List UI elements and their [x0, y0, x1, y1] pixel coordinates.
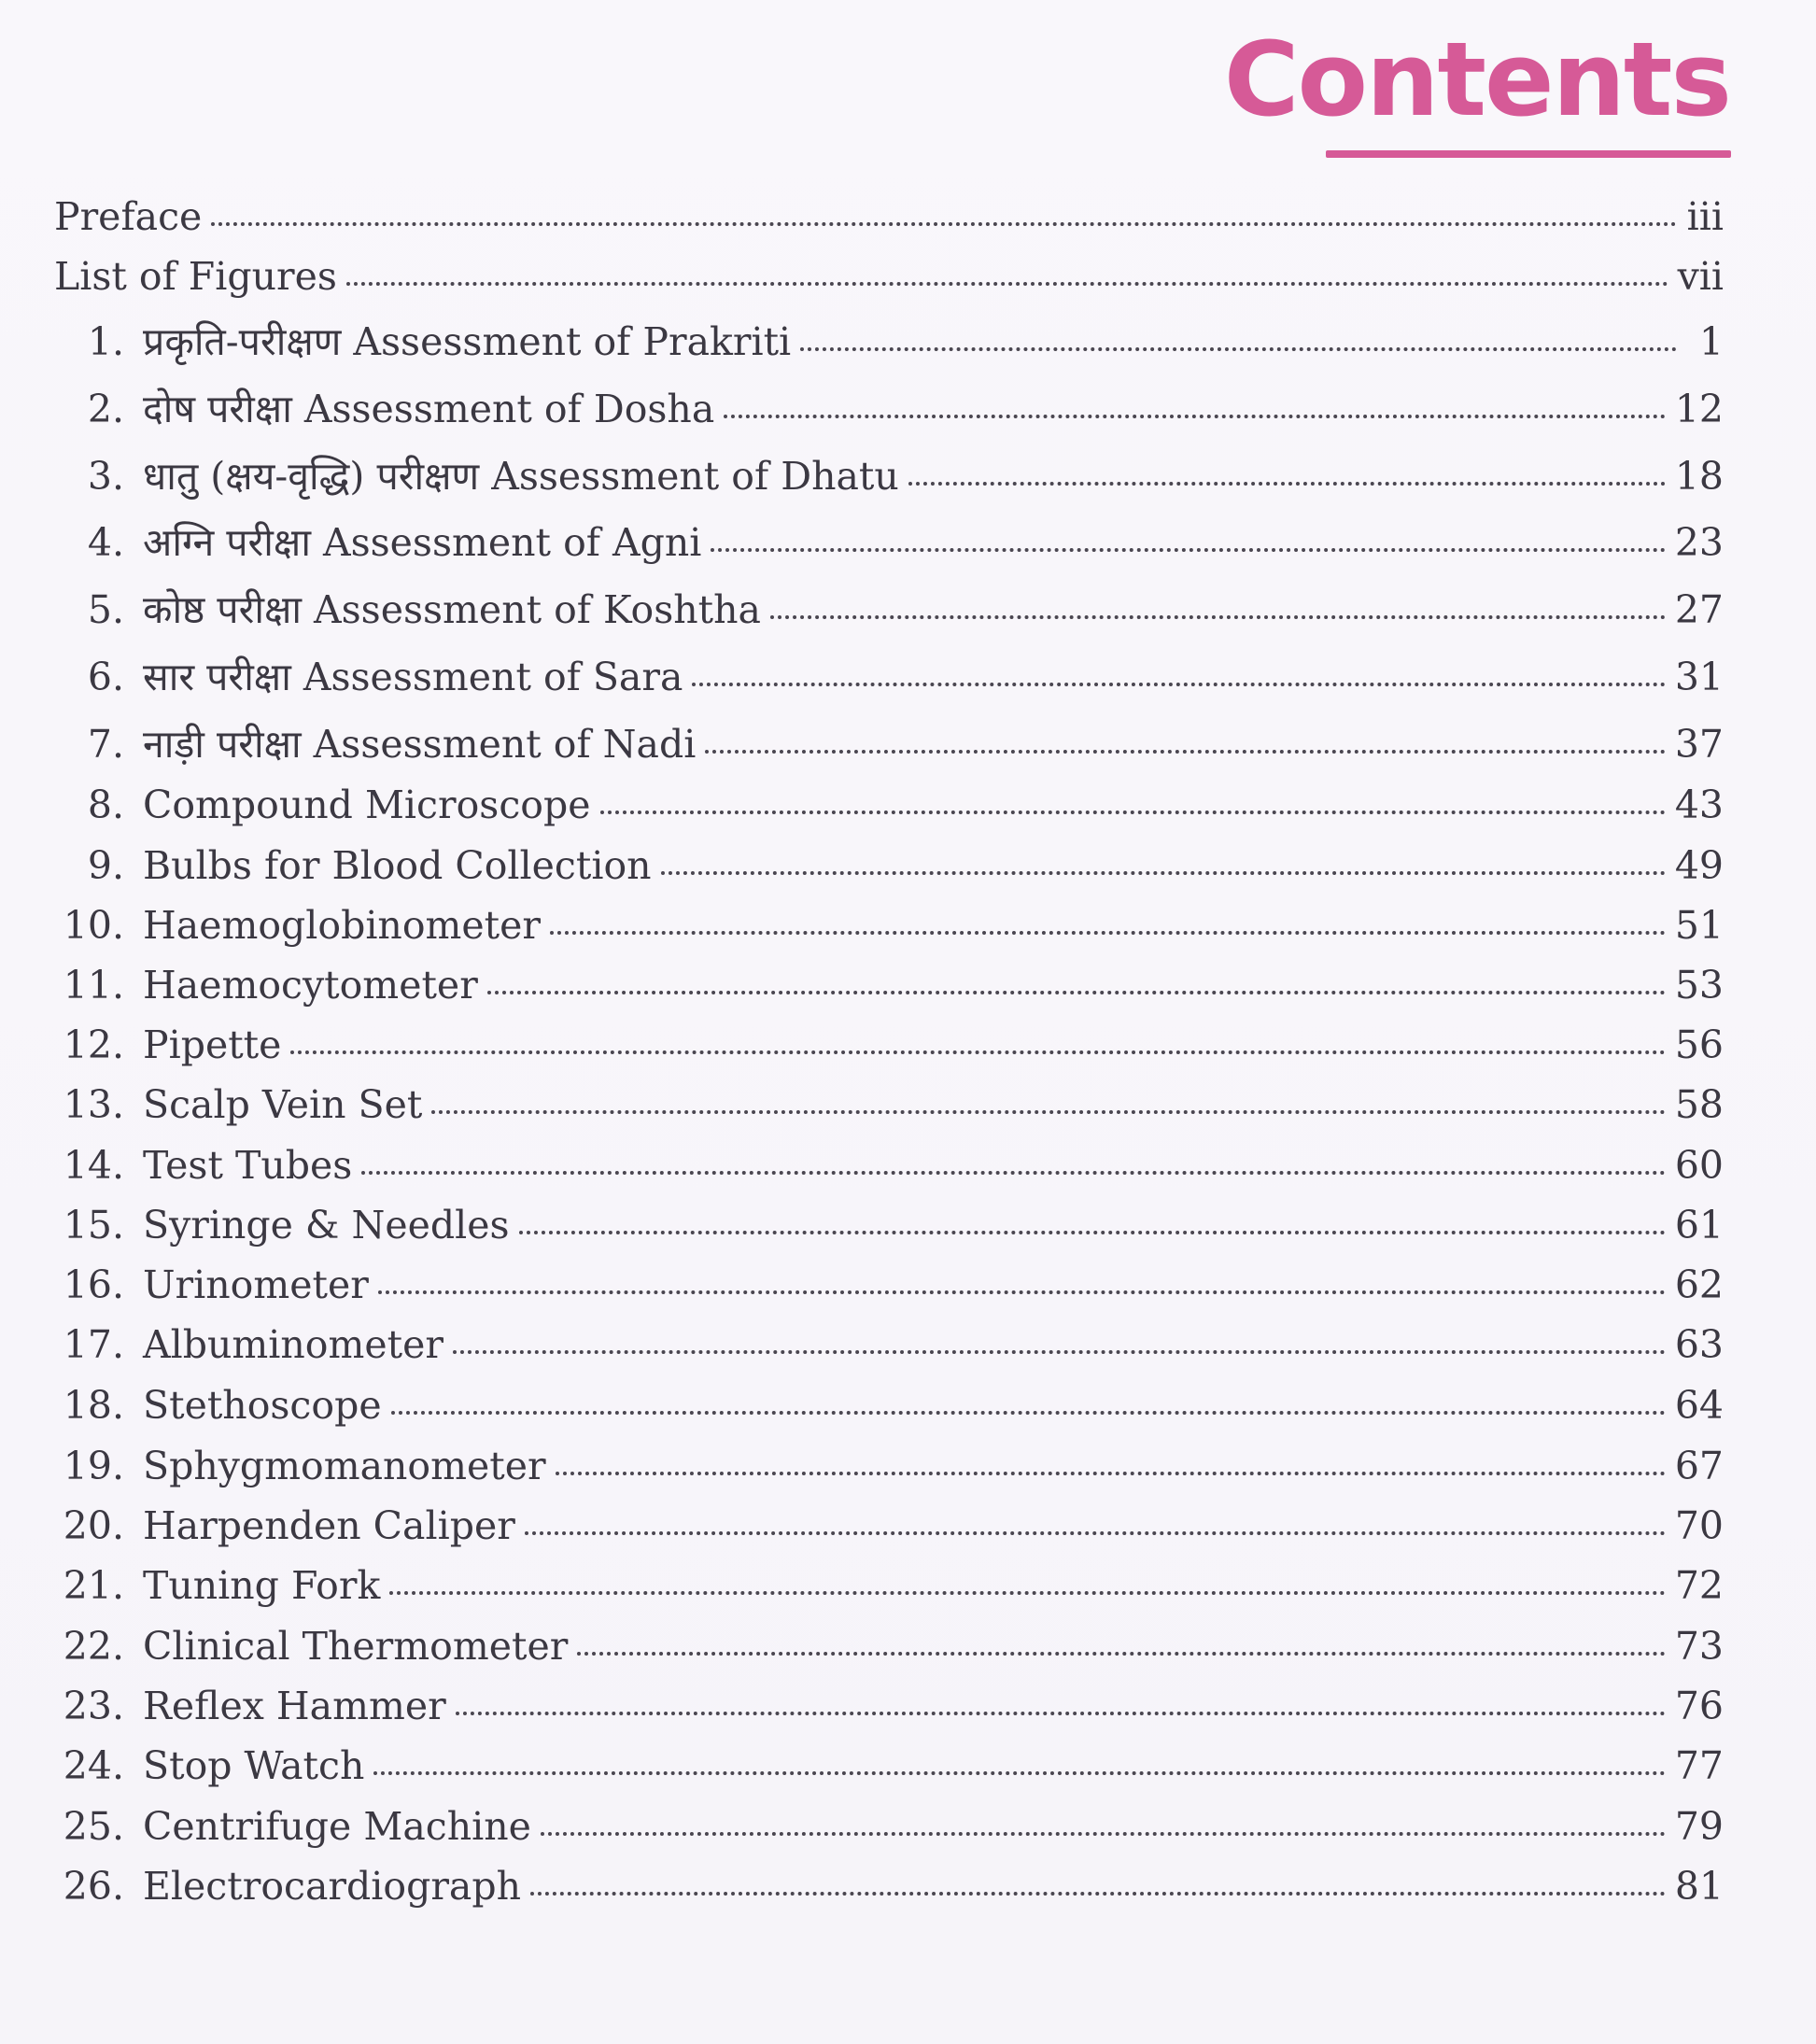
dot-leader — [577, 1651, 1666, 1656]
toc-entry — [54, 655, 1724, 699]
entry-title: Urinometer — [143, 1262, 369, 1307]
entry-number: 11. — [63, 963, 124, 1008]
entry-page-number: 18 — [1674, 454, 1724, 499]
dot-leader — [391, 1410, 1666, 1415]
entry-page-number: 67 — [1674, 1444, 1724, 1488]
entry-title: Albuminometer — [143, 1322, 443, 1367]
entry-number: 4. — [87, 520, 124, 565]
entry-title: Stethoscope — [143, 1383, 382, 1428]
entry-number: 25. — [63, 1804, 124, 1849]
dot-leader — [456, 1711, 1666, 1715]
dot-leader — [530, 1891, 1666, 1896]
page-title: Contents — [1223, 20, 1730, 139]
entry-title: Reflex Hammer — [143, 1684, 446, 1728]
dot-leader — [211, 221, 1677, 226]
entry-page-number: 12 — [1674, 387, 1724, 431]
entry-title: Haemocytometer — [143, 963, 478, 1008]
entry-page-number: 72 — [1674, 1563, 1724, 1608]
entry-title: Scalp Vein Set — [143, 1082, 423, 1127]
entry-title: कोष्ठ परीक्षा Assessment of Koshtha — [143, 587, 761, 632]
entry-page-number: 56 — [1674, 1022, 1724, 1067]
dot-leader — [453, 1349, 1666, 1354]
entry-title: अग्नि परीक्षा Assessment of Agni — [143, 520, 702, 565]
toc-entry — [54, 1503, 1724, 1548]
toc-entry — [54, 319, 1724, 364]
dot-leader — [525, 1530, 1666, 1535]
dot-leader — [711, 547, 1665, 552]
entry-number: 5. — [87, 587, 124, 632]
dot-leader — [661, 870, 1666, 875]
dot-leader — [487, 990, 1666, 994]
entry-number: 21. — [63, 1563, 124, 1608]
entry-number: 1. — [87, 319, 124, 364]
toc-entry — [54, 782, 1724, 827]
toc-entry — [54, 520, 1724, 565]
entry-page-number: iii — [1686, 194, 1724, 239]
toc-entry — [54, 843, 1724, 888]
entry-page-number: 70 — [1674, 1503, 1724, 1548]
dot-leader — [290, 1050, 1665, 1054]
entry-title: Pipette — [143, 1022, 282, 1067]
dot-leader — [519, 1230, 1666, 1234]
entry-title: Harpenden Caliper — [143, 1503, 515, 1548]
entry-title: धातु (क्षय-वृद्धि) परीक्षण Assessment of Dhatu — [143, 454, 899, 499]
toc-entry — [54, 587, 1724, 632]
toc-entry — [54, 1444, 1724, 1488]
entry-page-number: 60 — [1674, 1143, 1724, 1188]
entry-page-number: 23 — [1674, 520, 1724, 565]
dot-leader — [541, 1831, 1666, 1836]
toc-entry — [54, 1864, 1724, 1909]
dot-leader — [361, 1170, 1666, 1175]
entry-page-number: vii — [1677, 254, 1724, 299]
entry-page-number: 31 — [1674, 655, 1724, 699]
entry-title: Electrocardiograph — [143, 1864, 522, 1909]
entry-number: 26. — [63, 1864, 124, 1909]
entry-page-number: 58 — [1674, 1082, 1724, 1127]
entry-number: 14. — [63, 1143, 124, 1188]
entry-page-number: 61 — [1674, 1203, 1724, 1248]
entry-number: 2. — [87, 387, 124, 431]
dot-leader — [724, 414, 1666, 418]
dot-leader — [378, 1290, 1666, 1294]
toc-entry — [54, 1804, 1724, 1849]
dot-leader — [431, 1109, 1665, 1114]
entry-number: 16. — [63, 1262, 124, 1307]
entry-number: 15. — [63, 1203, 124, 1248]
entry-number: 19. — [63, 1444, 124, 1488]
entry-title: Stop Watch — [143, 1743, 365, 1788]
toc-entry — [54, 1624, 1724, 1669]
toc-entry — [54, 454, 1724, 499]
dot-leader — [550, 930, 1666, 935]
toc-entry — [54, 1563, 1724, 1608]
dot-leader — [600, 810, 1666, 814]
toc-entry — [54, 963, 1724, 1008]
entry-title: Syringe & Needles — [143, 1203, 510, 1248]
entry-page-number: 37 — [1674, 722, 1724, 767]
entry-page-number: 1 — [1698, 319, 1724, 364]
entry-title: Preface — [54, 194, 203, 239]
entry-number: 12. — [63, 1022, 124, 1067]
dot-leader — [346, 281, 1668, 286]
entry-number: 22. — [63, 1624, 124, 1669]
toc-entry — [54, 722, 1724, 767]
entry-page-number: 51 — [1674, 903, 1724, 948]
entry-number: 23. — [63, 1684, 124, 1728]
entry-number: 17. — [63, 1322, 124, 1367]
entry-title: सार परीक्षा Assessment of Sara — [143, 655, 683, 699]
entry-number: 9. — [87, 843, 124, 888]
toc-entry — [54, 1684, 1724, 1728]
entry-number: 18. — [63, 1383, 124, 1428]
dot-leader — [556, 1471, 1666, 1475]
entry-title: List of Figures — [54, 254, 337, 299]
entry-number: 20. — [63, 1503, 124, 1548]
entry-page-number: 49 — [1674, 843, 1724, 888]
title-underline — [1326, 150, 1731, 158]
dot-leader — [389, 1590, 1666, 1595]
toc-entry — [54, 387, 1724, 431]
entry-page-number: 62 — [1674, 1262, 1724, 1307]
entry-page-number: 73 — [1674, 1624, 1724, 1669]
entry-title: Compound Microscope — [143, 782, 591, 827]
dot-leader — [373, 1770, 1665, 1775]
entry-title: Test Tubes — [143, 1143, 353, 1188]
dot-leader — [692, 682, 1665, 686]
toc-entry — [54, 1143, 1724, 1188]
entry-page-number: 43 — [1674, 782, 1724, 827]
entry-title: Clinical Thermometer — [143, 1624, 569, 1669]
entry-number: 7. — [87, 722, 124, 767]
dot-leader — [705, 749, 1665, 754]
entry-page-number: 53 — [1674, 963, 1724, 1008]
dot-leader — [908, 481, 1666, 486]
toc-entry — [54, 194, 1724, 239]
toc-entry — [54, 1082, 1724, 1127]
dot-leader — [800, 346, 1677, 351]
toc-entry — [54, 1322, 1724, 1367]
entry-page-number: 27 — [1674, 587, 1724, 632]
entry-page-number: 64 — [1674, 1383, 1724, 1428]
toc-entry — [54, 1203, 1724, 1248]
entry-title: दोष परीक्षा Assessment of Dosha — [143, 387, 715, 431]
entry-title: Sphygmomanometer — [143, 1444, 546, 1488]
dot-leader — [770, 614, 1666, 619]
entry-title: Centrifuge Machine — [143, 1804, 531, 1849]
entry-page-number: 76 — [1674, 1684, 1724, 1728]
entry-page-number: 63 — [1674, 1322, 1724, 1367]
entry-number: 8. — [87, 782, 124, 827]
entry-number: 24. — [63, 1743, 124, 1788]
entry-title: Bulbs for Blood Collection — [143, 843, 652, 888]
entry-number: 3. — [87, 454, 124, 499]
entry-title: Haemoglobinometer — [143, 903, 541, 948]
entry-number: 6. — [87, 655, 124, 699]
toc-entry — [54, 1383, 1724, 1428]
toc-entry — [54, 903, 1724, 948]
entry-page-number: 79 — [1674, 1804, 1724, 1849]
entry-title: Tuning Fork — [143, 1563, 381, 1608]
entry-title: प्रकृति-परीक्षण Assessment of Prakriti — [143, 319, 792, 364]
entry-page-number: 77 — [1674, 1743, 1724, 1788]
entry-number: 13. — [63, 1082, 124, 1127]
entry-number: 10. — [63, 903, 124, 948]
toc-entry — [54, 1022, 1724, 1067]
toc-entry — [54, 1262, 1724, 1307]
entry-page-number: 81 — [1674, 1864, 1724, 1909]
toc-entry — [54, 254, 1724, 299]
entry-title: नाड़ी परीक्षा Assessment of Nadi — [143, 722, 697, 767]
toc-entry — [54, 1743, 1724, 1788]
